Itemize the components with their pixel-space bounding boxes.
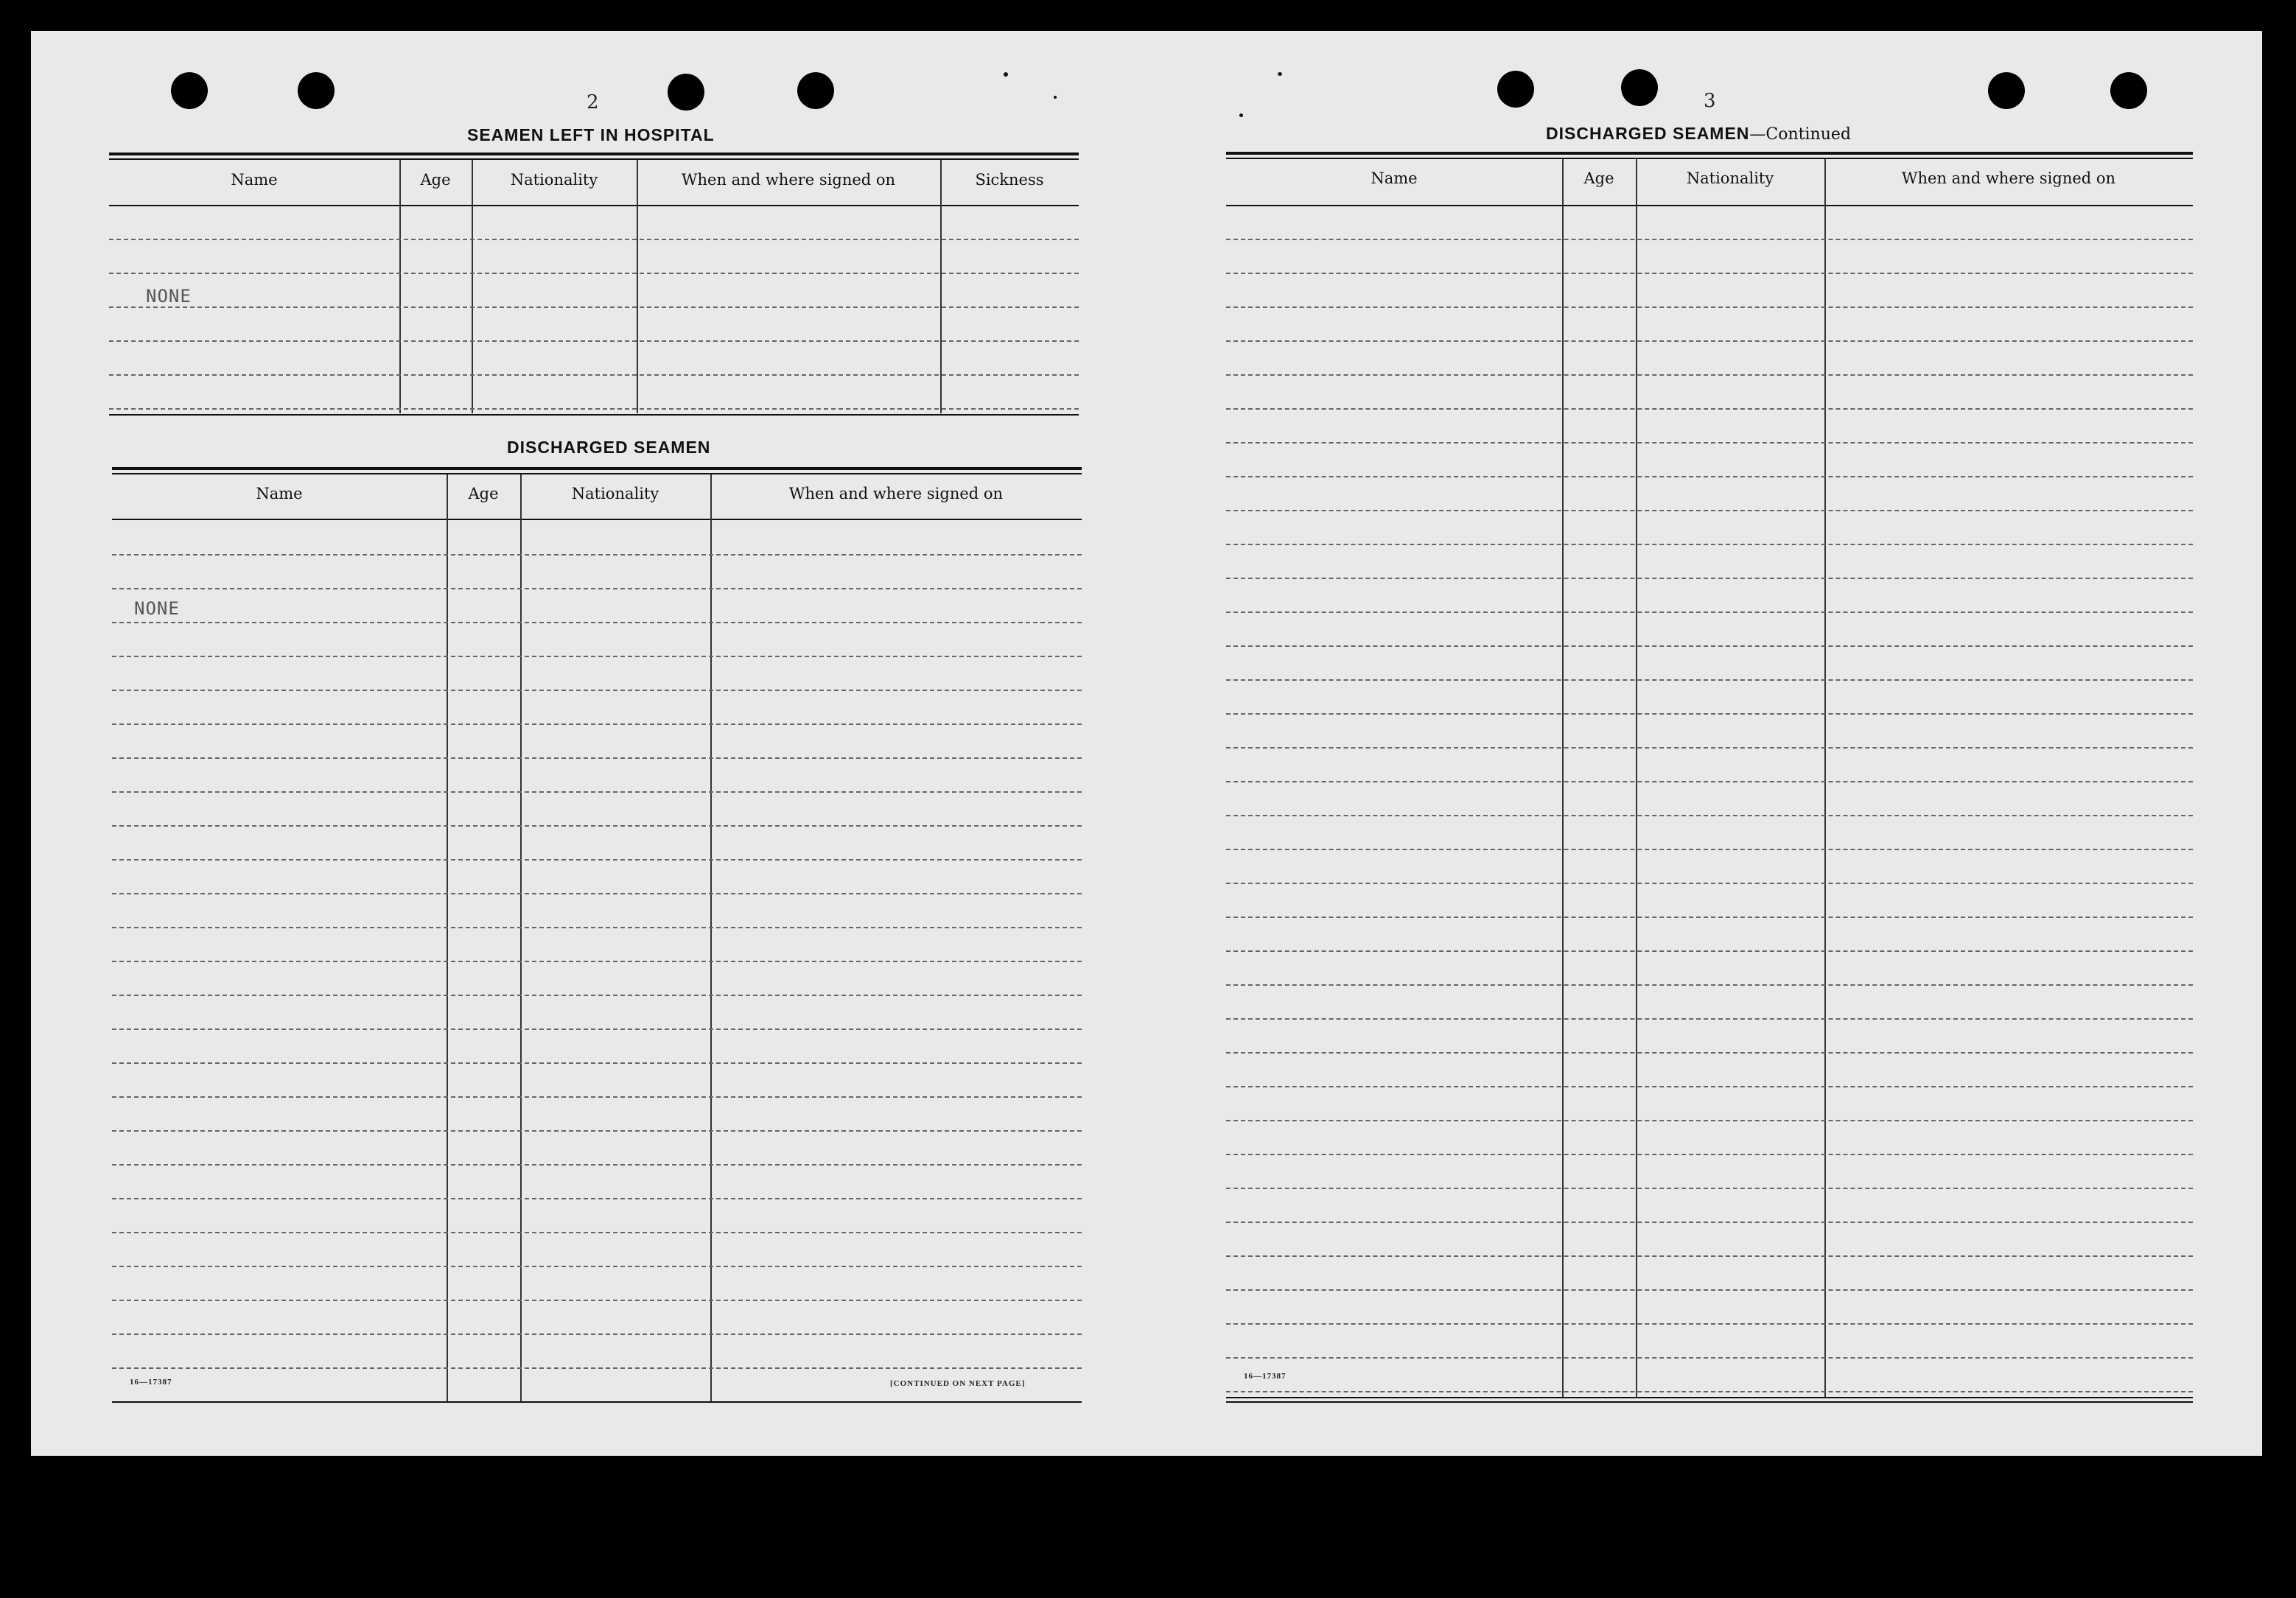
entry-line: [1226, 442, 2193, 444]
speck: [1004, 72, 1008, 77]
punch-hole: [1621, 69, 1658, 106]
entry-line: [109, 273, 1079, 274]
right-section-title: [1546, 124, 1851, 144]
col-head-name: Name: [1371, 169, 1418, 187]
entry-line: [112, 588, 1082, 589]
entry-line: [1226, 544, 2193, 545]
entry-line: [1226, 1289, 2193, 1291]
entry-line: [1226, 578, 2193, 579]
entry-line: [109, 408, 1079, 410]
rule: [1226, 152, 2193, 155]
rule: [1226, 158, 2193, 159]
entry-line: [112, 791, 1082, 793]
entry-line: [1226, 883, 2193, 884]
entry-line: [1226, 1357, 2193, 1359]
column-divider: [1562, 159, 1564, 1397]
punch-hole: [797, 72, 834, 109]
rule: [112, 519, 1082, 520]
rule: [1226, 1401, 2193, 1403]
hospital-section-title: SEAMEN LEFT IN HOSPITAL: [467, 125, 715, 144]
entry-line: [112, 757, 1082, 759]
left-page-number: 2: [587, 91, 599, 113]
entry-line: [109, 239, 1079, 240]
punch-hole: [668, 74, 704, 111]
entry-line: [1226, 1052, 2193, 1054]
speck: [1239, 113, 1243, 117]
entry-line: [1226, 374, 2193, 376]
right-page-number: 3: [1704, 90, 1716, 112]
col-head-age: Age: [1583, 169, 1614, 187]
entry-line: [112, 656, 1082, 657]
rule: [112, 467, 1082, 470]
rule: [112, 1401, 1082, 1403]
entry-line: [1226, 917, 2193, 918]
speck: [1054, 96, 1057, 99]
entry-line: [112, 554, 1082, 556]
column-divider: [1636, 159, 1637, 1397]
col-head-nationality: Nationality: [510, 171, 598, 189]
entry-line: [1226, 408, 2193, 410]
rule: [109, 153, 1079, 155]
col-head-signed-on: When and where signed on: [1901, 169, 2116, 187]
entry-line: [1226, 611, 2193, 613]
rule: [1226, 205, 2193, 206]
entry-line: [109, 306, 1079, 308]
entry-line: [1226, 1154, 2193, 1155]
continued-note: [CONTINUED ON NEXT PAGE]: [890, 1379, 1026, 1388]
entry-line: [112, 690, 1082, 691]
entry-line: [1226, 984, 2193, 986]
entry-line: [1226, 306, 2193, 308]
rule: [109, 158, 1079, 160]
entry-line: [1226, 1391, 2193, 1392]
entry-line: [112, 1164, 1082, 1166]
entry-line: [112, 995, 1082, 996]
entry-line: [112, 1266, 1082, 1267]
entry-line: [1226, 1188, 2193, 1189]
rule: [109, 414, 1079, 416]
entry-line: [112, 1096, 1082, 1098]
entry-line: [112, 1130, 1082, 1132]
entry-line: [1226, 1086, 2193, 1087]
punch-hole: [1988, 72, 2025, 109]
entry-line: [1226, 713, 2193, 715]
entry-line: [1226, 273, 2193, 274]
column-divider: [520, 474, 522, 1401]
col-head-name: Name: [256, 485, 303, 502]
entry-line: [112, 622, 1082, 623]
punch-hole: [171, 72, 208, 109]
punch-hole: [2110, 72, 2147, 109]
entry-line: [112, 1232, 1082, 1233]
punch-hole: [1497, 71, 1534, 108]
entry-line: [1226, 1255, 2193, 1257]
entry-line: [1226, 1018, 2193, 1020]
entry-line: [1226, 239, 2193, 240]
col-head-sickness: Sickness: [975, 171, 1044, 189]
entry-line: [1226, 1120, 2193, 1121]
entry-line: [1226, 1323, 2193, 1325]
entry-line: [1226, 747, 2193, 749]
discharged-section-title: DISCHARGED SEAMEN: [507, 438, 711, 457]
entry-line: [1226, 815, 2193, 816]
discharged-entry-none: NONE: [134, 598, 180, 619]
entry-line: [109, 374, 1079, 376]
column-divider: [447, 474, 448, 1401]
rule: [109, 205, 1079, 206]
right-section-title-suffix: —Continued: [1749, 125, 1851, 144]
rule: [1226, 1397, 2193, 1398]
entry-line: [1226, 781, 2193, 782]
entry-line: [112, 1367, 1082, 1369]
entry-line: [112, 1198, 1082, 1199]
entry-line: [112, 1062, 1082, 1064]
entry-line: [112, 723, 1082, 725]
col-head-nationality: Nationality: [571, 485, 659, 502]
entry-line: [1226, 476, 2193, 477]
entry-line: [1226, 645, 2193, 647]
right-form-number: 16—17387: [1244, 1372, 1287, 1381]
entry-line: [1226, 950, 2193, 952]
entry-line: [112, 927, 1082, 928]
punch-hole: [298, 72, 335, 109]
entry-line: [1226, 340, 2193, 342]
rule: [112, 473, 1082, 474]
entry-line: [112, 1300, 1082, 1301]
document-sheet: [31, 31, 2262, 1456]
col-head-age: Age: [420, 171, 451, 189]
entry-line: [1226, 679, 2193, 681]
speck: [1278, 72, 1282, 76]
col-head-signed-on: When and where signed on: [681, 171, 896, 189]
entry-line: [109, 340, 1079, 342]
hospital-entry-none: NONE: [146, 286, 192, 306]
col-head-name: Name: [231, 171, 278, 189]
entry-line: [112, 893, 1082, 894]
left-form-number: 16—17387: [130, 1378, 172, 1387]
entry-line: [112, 1334, 1082, 1335]
column-divider: [1824, 159, 1826, 1397]
col-head-signed-on: When and where signed on: [788, 485, 1004, 502]
column-divider: [710, 474, 712, 1401]
entry-line: [1226, 849, 2193, 850]
entry-line: [1226, 510, 2193, 511]
entry-line: [112, 859, 1082, 861]
entry-line: [112, 1028, 1082, 1030]
right-section-title-main: DISCHARGED SEAMEN: [1546, 124, 1750, 143]
col-head-age: Age: [468, 485, 499, 502]
col-head-nationality: Nationality: [1686, 169, 1774, 187]
entry-line: [1226, 1222, 2193, 1223]
entry-line: [112, 961, 1082, 962]
entry-line: [112, 825, 1082, 827]
